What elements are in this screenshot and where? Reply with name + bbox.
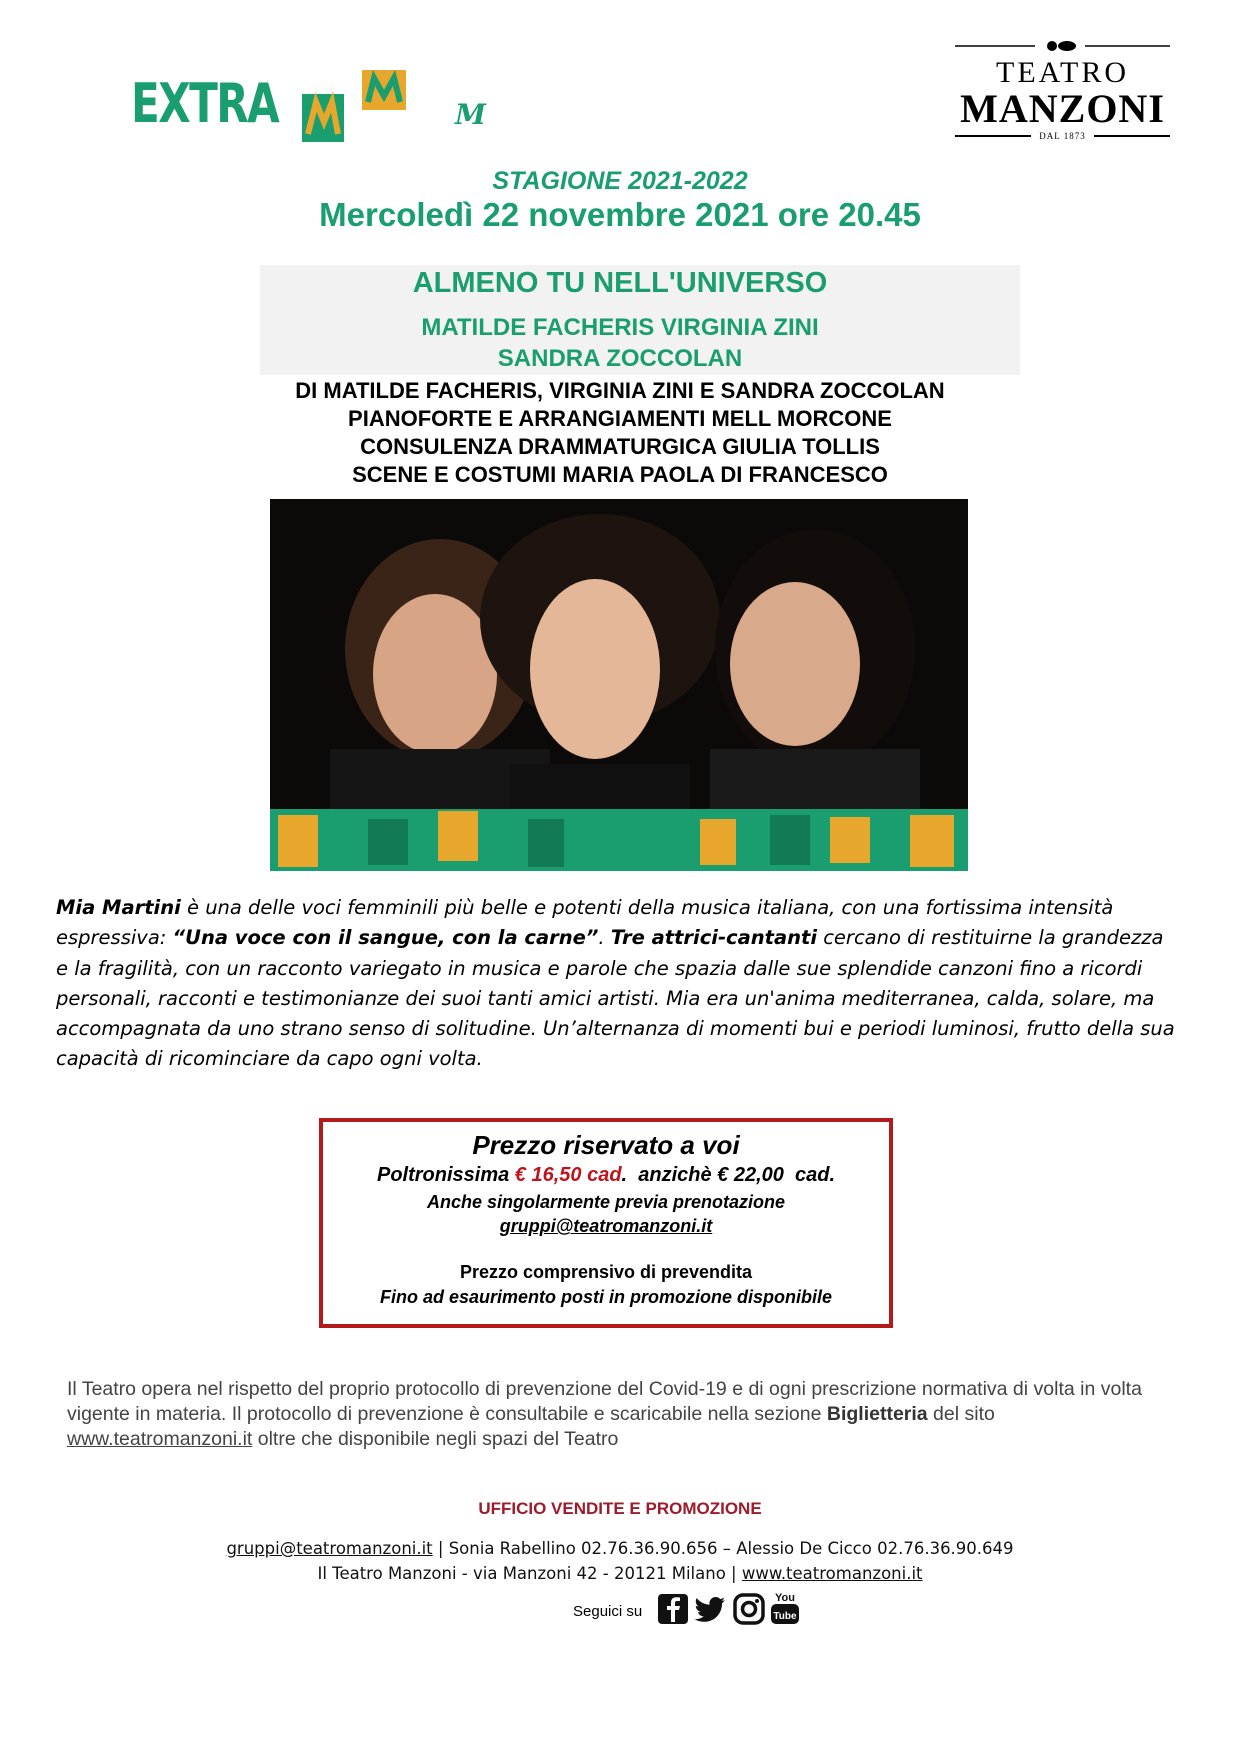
extra-logo: EXTRA [131, 72, 279, 135]
desc-bold-actresses: Tre attrici-cantanti [610, 926, 818, 950]
reserved-price: € 16,50 cad [514, 1164, 622, 1186]
address: Il Teatro Manzoni - via Manzoni 42 - 20121 Milano | [317, 1564, 742, 1583]
logo-since: DAL 1873 [1039, 131, 1086, 141]
manzoni-m-logo [302, 70, 412, 144]
season-label: STAGIONE 2021-2022 [492, 167, 748, 195]
teatro-manzoni-logo [955, 38, 1170, 141]
svg-text:You: You [775, 1592, 795, 1604]
credit-line: PIANOFORTE E ARRANGIAMENTI MELL MORCONE [348, 406, 892, 431]
credits [0, 377, 1240, 489]
price-email-wrap [319, 1216, 893, 1237]
actresses-photo [270, 499, 968, 871]
footer-email-link[interactable]: gruppi@teatromanzoni.it [226, 1539, 433, 1558]
price-heading: Prezzo riservato a voi [472, 1130, 740, 1160]
follow-label: Seguici su [573, 1603, 643, 1620]
facebook-icon[interactable] [656, 1592, 690, 1626]
covid-text-1: Il Teatro opera nel rispetto del proprio protocollo di prevenzione del Covid-19 e di ogni prescrizione normativa di volta in volta vigente in materia. Il protocollo di prevenzione è consultabile e scaricabile nella sezione [67, 1378, 1142, 1425]
contact-people: | Sonia Rabellino 02.76.36.90.656 – Alessio De Cicco 02.76.36.90.649 [432, 1539, 1014, 1558]
credit-line: SCENE E COSTUMI MARIA PAOLA DI FRANCESCO [352, 462, 888, 487]
desc-bold-quote: “Una voce con il sangue, con la carne” [172, 926, 599, 950]
contacts-line-1 [0, 1536, 1240, 1561]
contacts-line-2 [0, 1561, 1240, 1586]
availability-note: Fino ad esaurimento posti in promozione disponibile [379, 1287, 833, 1307]
covid-text-2: del sito [927, 1403, 995, 1425]
contacts [0, 1536, 1240, 1586]
price-dot: . [621, 1164, 628, 1186]
logo-manzoni: MANZONI [960, 86, 1165, 131]
social-icons [656, 1590, 800, 1628]
single-booking: Anche singolarmente previa prenotazione [426, 1192, 786, 1212]
regular-price: anzichè € 22,00 cad. [627, 1164, 835, 1186]
logo-teatro: TEATRO [996, 56, 1129, 89]
twitter-icon[interactable] [694, 1592, 728, 1626]
presale-note: Prezzo comprensivo di prevendita [459, 1262, 753, 1282]
covid-biglietteria: Biglietteria [826, 1403, 928, 1425]
event-date: Mercoledì 22 novembre 2021 ore 20.45 [319, 196, 921, 233]
instagram-icon[interactable] [732, 1592, 766, 1626]
desc-text-3: cercano di restituirne la grandezza e la fragilità, con un racconto variegato in musica e parole che spazia dalle sue splendide canzoni fino a ricordi personali, racconti e testimonianze dei suoi tanti amici artisti. Mia era un'anima mediterranea, calda, solare, ma accompagnata da uno strano senso di solitudine. Un’alternanza di momenti bui e periodi luminosi, frutto della sua capacità di ricominciare da capo ogni volta. [56, 926, 1175, 1071]
covid-site-link[interactable]: www.teatromanzoni.it [67, 1428, 253, 1450]
seat-type: Poltronissima [376, 1164, 515, 1186]
svg-text:Tube: Tube [773, 1611, 797, 1622]
covid-text-3: oltre che disponibile negli spazi del Teatro [252, 1428, 619, 1450]
credit-line: CONSULENZA DRAMMATURGICA GIULIA TOLLIS [360, 434, 880, 459]
sales-office-title: UFFICIO VENDITE E PROMOZIONE [478, 1499, 762, 1518]
credit-line: DI MATILDE FACHERIS, VIRGINIA ZINI E SANDRA ZOCCOLAN [295, 378, 945, 403]
footer-site-link[interactable]: www.teatromanzoni.it [741, 1564, 923, 1583]
actors [0, 312, 1240, 374]
description [56, 893, 1176, 1075]
desc-text-2: . [598, 926, 611, 950]
covid-notice [67, 1377, 1177, 1452]
logo-crown-icon [955, 38, 1170, 52]
actors-line-2: SANDRA ZOCCOLAN [497, 345, 743, 372]
youtube-icon[interactable] [770, 1590, 800, 1628]
actors-line-1: MATILDE FACHERIS VIRGINIA ZINI [421, 314, 819, 341]
small-m-logo: M [455, 98, 486, 131]
desc-text-1: è una delle voci femminili più belle e potenti della musica italiana, con una fortissima intensità espressiva: [56, 896, 1114, 950]
price-email-link[interactable]: gruppi@teatromanzoni.it [499, 1216, 713, 1236]
show-title: ALMENO TU NELL'UNIVERSO [412, 267, 828, 299]
desc-bold-mia-martini: Mia Martini [56, 896, 181, 919]
price-line [319, 1164, 893, 1187]
